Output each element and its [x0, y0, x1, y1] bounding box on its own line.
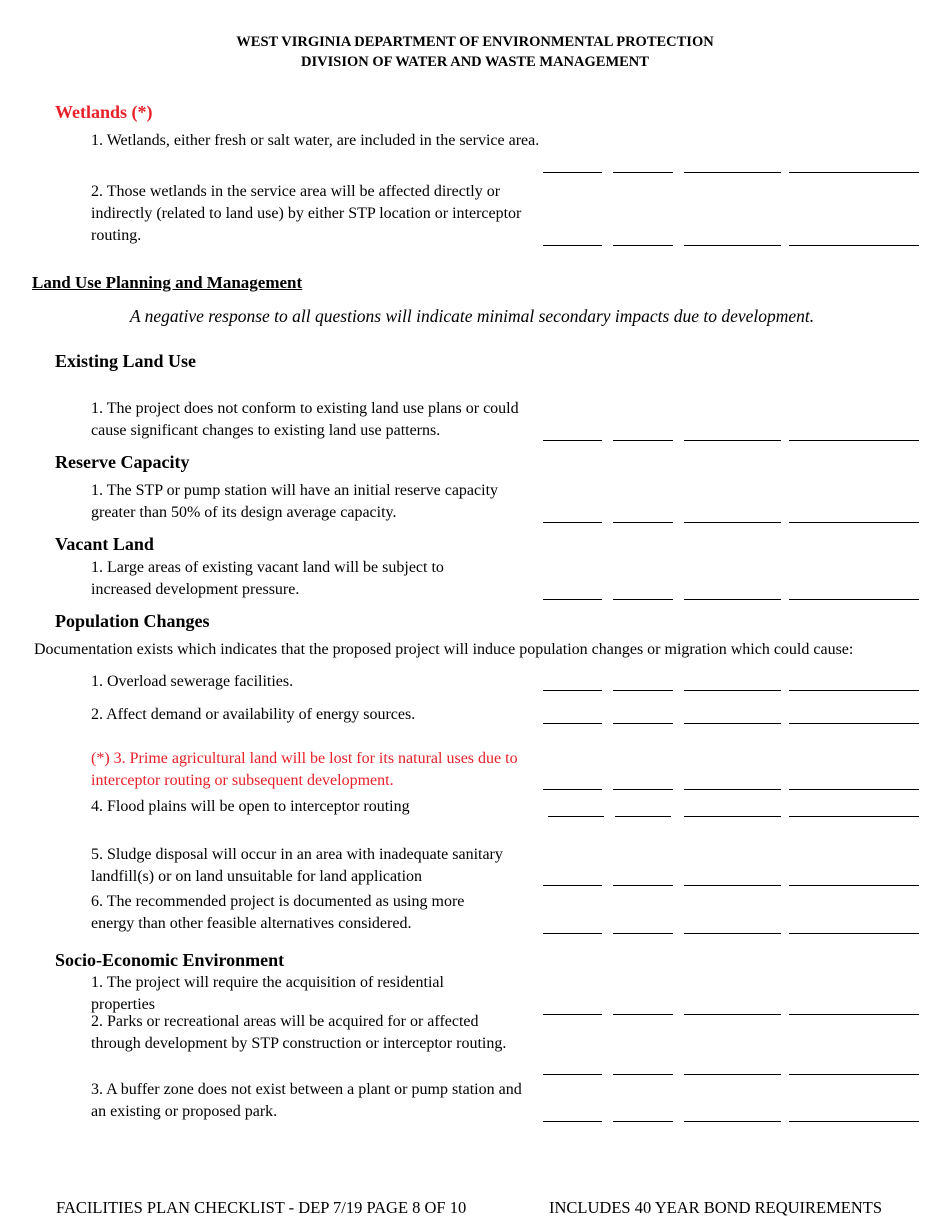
answer-blank[interactable]	[543, 172, 602, 173]
population-question-5: 5. Sludge disposal will occur in an area with inadequate sanitary landfill(s) or on land unsuitable for land application	[91, 846, 503, 885]
answer-blank[interactable]	[543, 885, 602, 886]
population-question-6: 6. The recommended project is documented as using more energy than other feasible alternatives considered.	[91, 893, 465, 932]
answer-blank[interactable]	[789, 1121, 919, 1122]
answer-blank[interactable]	[684, 245, 781, 246]
wetlands-question-2: 2. Those wetlands in the service area will be affected directly or indirectly (related to land use) by either STP location or interceptor routing.	[91, 183, 522, 244]
answer-blank[interactable]	[789, 789, 919, 790]
wetlands-title: Wetlands (*)	[55, 102, 153, 122]
socio-question-3: 3. A buffer zone does not exist between a plant or pump station and an existing or proposed park.	[91, 1081, 522, 1120]
answer-blank[interactable]	[684, 172, 781, 173]
population-question-3: (*) 3. Prime agricultural land will be lost for its natural uses due to interceptor routing or subsequent development.	[91, 750, 518, 789]
answer-blank[interactable]	[789, 723, 919, 724]
answer-blank[interactable]	[543, 440, 602, 441]
answer-blank[interactable]	[613, 172, 673, 173]
population-question-4: 4. Flood plains will be open to interceptor routing	[91, 798, 410, 815]
answer-blank[interactable]	[684, 1014, 781, 1015]
answer-blank[interactable]	[615, 816, 671, 817]
answer-blank[interactable]	[613, 1121, 673, 1122]
answer-blank[interactable]	[789, 933, 919, 934]
answer-blank[interactable]	[789, 690, 919, 691]
answer-blank[interactable]	[613, 690, 673, 691]
socio-economic-title: Socio-Economic Environment	[55, 950, 285, 970]
footer-left: FACILITIES PLAN CHECKLIST - DEP 7/19 PAGE 8 OF 10	[56, 1198, 467, 1217]
answer-blank[interactable]	[548, 816, 604, 817]
answer-blank[interactable]	[613, 1074, 673, 1075]
answer-blank[interactable]	[789, 172, 919, 173]
existing-land-use-title: Existing Land Use	[55, 351, 197, 371]
answer-blank[interactable]	[543, 723, 602, 724]
answer-blank[interactable]	[543, 690, 602, 691]
answer-blank[interactable]	[543, 789, 602, 790]
answer-blank[interactable]	[789, 816, 919, 817]
population-question-1: 1. Overload sewerage facilities.	[91, 673, 294, 690]
answer-blank[interactable]	[613, 522, 673, 523]
answer-blank[interactable]	[613, 885, 673, 886]
answer-blank[interactable]	[684, 599, 781, 600]
answer-blank[interactable]	[543, 599, 602, 600]
answer-blank[interactable]	[613, 440, 673, 441]
answer-blank[interactable]	[684, 440, 781, 441]
answer-blank[interactable]	[543, 1074, 602, 1075]
answer-blank[interactable]	[684, 816, 781, 817]
answer-blank[interactable]	[684, 690, 781, 691]
answer-blank[interactable]	[789, 522, 919, 523]
answer-blank[interactable]	[543, 1121, 602, 1122]
socio-question-1: 1. The project will require the acquisition of residential properties	[91, 974, 444, 1013]
answer-blank[interactable]	[543, 933, 602, 934]
answer-blank[interactable]	[613, 1014, 673, 1015]
answer-blank[interactable]	[789, 440, 919, 441]
reserve-capacity-question-1: 1. The STP or pump station will have an initial reserve capacity greater than 50% of its design average capacity.	[91, 482, 499, 521]
answer-blank[interactable]	[684, 522, 781, 523]
division-title: DIVISION OF WATER AND WASTE MANAGEMENT	[301, 54, 649, 70]
answer-blank[interactable]	[613, 789, 673, 790]
answer-blank[interactable]	[613, 245, 673, 246]
answer-blank[interactable]	[613, 599, 673, 600]
vacant-land-title: Vacant Land	[55, 534, 154, 554]
answer-blank[interactable]	[789, 1014, 919, 1015]
wetlands-question-1: 1. Wetlands, either fresh or salt water, are included in the service area.	[91, 132, 540, 149]
footer-right: INCLUDES 40 YEAR BOND REQUIREMENTS	[549, 1198, 883, 1217]
answer-blank[interactable]	[543, 245, 602, 246]
answer-blank[interactable]	[613, 933, 673, 934]
answer-blank[interactable]	[684, 933, 781, 934]
answer-blank[interactable]	[684, 1074, 781, 1075]
land-use-note: A negative response to all questions will indicate minimal secondary impacts due to development.	[129, 306, 815, 326]
answer-blank[interactable]	[613, 723, 673, 724]
agency-title: WEST VIRGINIA DEPARTMENT OF ENVIRONMENTAL PROTECTION	[236, 34, 714, 50]
answer-blank[interactable]	[789, 599, 919, 600]
answer-blank[interactable]	[543, 522, 602, 523]
population-changes-title: Population Changes	[55, 611, 210, 631]
answer-blank[interactable]	[684, 885, 781, 886]
population-question-2: 2. Affect demand or availability of energy sources.	[91, 706, 416, 723]
answer-blank[interactable]	[684, 723, 781, 724]
land-use-heading: Land Use Planning and Management	[32, 273, 303, 292]
answer-blank[interactable]	[684, 789, 781, 790]
answer-blank[interactable]	[789, 885, 919, 886]
existing-land-use-question-1: 1. The project does not conform to existing land use plans or could cause significant changes to existing land use patterns.	[91, 400, 519, 439]
reserve-capacity-title: Reserve Capacity	[55, 452, 190, 472]
population-intro: Documentation exists which indicates that the proposed project will induce population changes or migration which could cause:	[34, 641, 854, 658]
answer-blank[interactable]	[543, 1014, 602, 1015]
answer-blank[interactable]	[789, 1074, 919, 1075]
answer-blank[interactable]	[684, 1121, 781, 1122]
socio-question-2: 2. Parks or recreational areas will be acquired for or affected through development by STP construction or interceptor routing.	[91, 1013, 507, 1052]
vacant-land-question-1: 1. Large areas of existing vacant land will be subject to increased development pressure.	[91, 559, 444, 598]
answer-blank[interactable]	[789, 245, 919, 246]
